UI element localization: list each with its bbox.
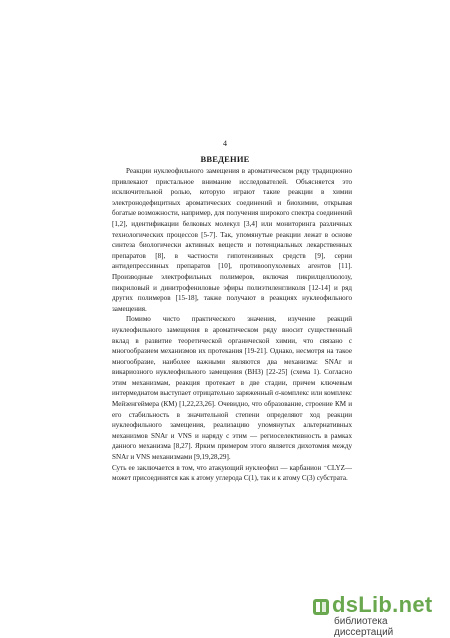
paragraph-essence: Суть ее заключается в том, что атакующий нуклеофил — карбанион ⁻CLYZ— может присоединятся как к атому углерода C(1), так и к атому C(3) субстрата.: [112, 463, 352, 483]
watermark-subtitle: библиотека диссертаций: [334, 616, 394, 638]
body-text: [112, 166, 352, 484]
page-number: 4: [223, 139, 227, 148]
paragraph-intro: Реакции нуклеофильного замещения в ароматическом ряду традиционно привлекают пристальное внимание исследователей. Объясняется это исключительной ролью, которую играют такие реакции в химии электронодефицитных ароматических соединений и биохимии, открывая богатые возможности, например, для получения широкого спектра соединений [1,2], идентификации белковых молекул [3,4] или мониторинга различных технологических процессов [5-7]. Так, упомянутые реакции лежат в основе синтеза биологически активных веществ и потенциальных лекарственных препаратов [8], в частности гипотензивных средств [9], серии антидепрессивных препаратов [10], противоопухолевых агентов [11]. Производные электрофильных полимеров, включая пикрилцеллюлозу, пикриловый и динитрофениловые эфиры полиэтиленгликоля [12-14] и ряд других полимеров [15-18], также получают в реакциях нуклеофильного замещения.: [112, 167, 352, 313]
watermark-brand: dsLib.net: [332, 592, 433, 617]
section-heading: ВВЕДЕНИЕ: [200, 154, 250, 164]
dslib-watermark: [312, 592, 448, 638]
paragraph-mechanisms: Помимо чисто практического значения, изучение реакций нуклеофильного замещения в ароматическом ряду вносит существенный вклад в развитие теоретической органической химии, что связано с многообразием механизмов их протекания [19-21]. Однако, несмотря на такое многообразие, наиболее важными являются два механизма: SNAr и викариозного нуклеофильного замещения (ВНЗ) [22-25] (схема 1). Согласно этим механизмам, реакция протекает в две стадии, причем ключевым интермедиатом выступает отрицательно заряженный σ-комплекс или комплекс Мейзенгеймера (КМ) [1,22,23,26]. Очевидно, что образование, строение КМ и его стабильность в значительной степени определяют ход реакции нуклеофильного замещения, реализацию упомянутых альтернативных механизмов SNAr и VNS и наряду с этим — региоселективность в рамках данного механизма [8,27]. Ярким примером этого является дихотомия между SNAr и VNS механизмами [9,19,28,29].: [112, 315, 352, 462]
dslib-logo-icon: [312, 598, 330, 616]
